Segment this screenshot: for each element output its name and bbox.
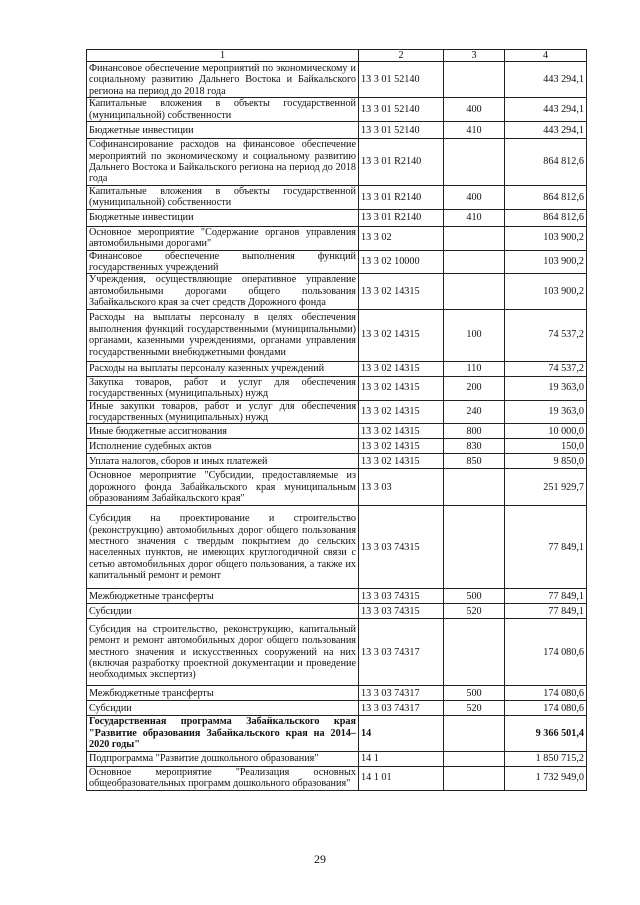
cell-amount: 103 900,2 <box>505 250 587 274</box>
cell-expense-type: 100 <box>444 309 505 361</box>
table-row <box>87 469 587 506</box>
column-number-4: 4 <box>505 50 587 62</box>
cell-name: Субсидии <box>87 701 359 716</box>
cell-amount: 10 000,0 <box>505 424 587 439</box>
cell-name: Уплата налогов, сборов и иных платежей <box>87 454 359 469</box>
table-row <box>87 309 587 361</box>
cell-expense-type <box>444 619 505 686</box>
cell-name: Финансовое обеспечение мероприятий по экономическому и социальному развитию Дальнего Востока и Байкальского региона на период до 2018 года <box>87 62 359 98</box>
cell-expense-type <box>444 250 505 274</box>
cell-name: Расходы на выплаты персоналу казенных учреждений <box>87 361 359 376</box>
cell-amount: 77 849,1 <box>505 506 587 589</box>
cell-expense-type <box>444 139 505 186</box>
cell-amount: 864 812,6 <box>505 185 587 209</box>
table-row <box>87 506 587 589</box>
cell-amount: 443 294,1 <box>505 98 587 122</box>
table-row <box>87 122 587 139</box>
cell-amount: 19 363,0 <box>505 400 587 424</box>
table-row <box>87 686 587 701</box>
cell-name: Субсидия на проектирование и строительство (реконструкцию) автомобильных дорог общего пользования местного значения с твердым покрытием до сельских населенных пунктов, не имеющих круглогодичной связи с сетью автомобильных дорог общего пользования, а также их капитальный ремонт и ремонт <box>87 506 359 589</box>
table-row <box>87 439 587 454</box>
cell-amount: 174 080,6 <box>505 701 587 716</box>
cell-name: Капитальные вложения в объекты государственной (муниципальной) собственности <box>87 98 359 122</box>
cell-expense-type: 830 <box>444 439 505 454</box>
cell-name: Межбюджетные трансферты <box>87 589 359 604</box>
table-row <box>87 361 587 376</box>
cell-amount: 864 812,6 <box>505 139 587 186</box>
table-row <box>87 716 587 751</box>
cell-target-article: 13 3 03 74317 <box>359 701 444 716</box>
cell-target-article: 13 3 03 74315 <box>359 604 444 619</box>
cell-expense-type: 410 <box>444 209 505 226</box>
cell-amount: 9 366 501,4 <box>505 716 587 751</box>
cell-target-article: 13 3 03 <box>359 469 444 506</box>
cell-target-article: 13 3 02 10000 <box>359 250 444 274</box>
table-row <box>87 751 587 766</box>
cell-target-article: 13 3 02 <box>359 226 444 250</box>
cell-name: Иные закупки товаров, работ и услуг для обеспечения государственных (муниципальных) нужд <box>87 400 359 424</box>
table-row <box>87 766 587 790</box>
cell-amount: 19 363,0 <box>505 376 587 400</box>
cell-name: Закупка товаров, работ и услуг для обеспечения государственных (муниципальных) нужд <box>87 376 359 400</box>
table-row <box>87 604 587 619</box>
cell-target-article: 13 3 03 74315 <box>359 506 444 589</box>
cell-expense-type: 850 <box>444 454 505 469</box>
table-row <box>87 226 587 250</box>
cell-name: Основное мероприятие "Содержание органов управления автомобильными дорогами" <box>87 226 359 250</box>
cell-target-article: 13 3 02 14315 <box>359 439 444 454</box>
cell-target-article: 14 <box>359 716 444 751</box>
cell-expense-type <box>444 274 505 309</box>
table-row <box>87 274 587 309</box>
table-row <box>87 589 587 604</box>
table-row <box>87 62 587 98</box>
table-row <box>87 454 587 469</box>
cell-expense-type: 200 <box>444 376 505 400</box>
budget-table-body <box>87 50 587 791</box>
cell-target-article: 13 3 02 14315 <box>359 376 444 400</box>
cell-target-article: 13 3 02 14315 <box>359 309 444 361</box>
cell-expense-type: 110 <box>444 361 505 376</box>
cell-target-article: 13 3 02 14315 <box>359 424 444 439</box>
cell-amount: 443 294,1 <box>505 62 587 98</box>
cell-amount: 251 929,7 <box>505 469 587 506</box>
cell-target-article: 14 1 01 <box>359 766 444 790</box>
cell-amount: 103 900,2 <box>505 274 587 309</box>
cell-amount: 1 850 715,2 <box>505 751 587 766</box>
cell-name: Основное мероприятие "Субсидии, предоставляемые из дорожного фонда Забайкальского края муниципальным образованиям Забайкальского края" <box>87 469 359 506</box>
cell-amount: 74 537,2 <box>505 309 587 361</box>
cell-name: Софинансирование расходов на финансовое обеспечение мероприятий по экономическому и социальному развитию Дальнего Востока и Байкальского региона на период до 2018 года <box>87 139 359 186</box>
cell-name: Расходы на выплаты персоналу в целях обеспечения выполнения функций государственными (муниципальными) органами, казенными учреждениями, органами управления государственными внебюджетными фондами <box>87 309 359 361</box>
table-row <box>87 250 587 274</box>
column-number-1: 1 <box>87 50 359 62</box>
cell-expense-type: 520 <box>444 701 505 716</box>
cell-amount: 74 537,2 <box>505 361 587 376</box>
cell-name: Бюджетные инвестиции <box>87 122 359 139</box>
cell-target-article: 13 3 03 74317 <box>359 686 444 701</box>
cell-expense-type: 500 <box>444 686 505 701</box>
cell-name: Капитальные вложения в объекты государственной (муниципальной) собственности <box>87 185 359 209</box>
table-row <box>87 185 587 209</box>
cell-expense-type <box>444 716 505 751</box>
cell-name: Подпрограмма "Развитие дошкольного образования" <box>87 751 359 766</box>
cell-target-article: 13 3 03 74315 <box>359 589 444 604</box>
table-row <box>87 701 587 716</box>
cell-amount: 77 849,1 <box>505 589 587 604</box>
cell-amount: 150,0 <box>505 439 587 454</box>
cell-name: Учреждения, осуществляющие оперативное управление автомобильными дорогами общего пользования Забайкальского края за счет средств Дорожного фонда <box>87 274 359 309</box>
cell-target-article: 13 3 02 14315 <box>359 361 444 376</box>
cell-expense-type: 520 <box>444 604 505 619</box>
table-row <box>87 376 587 400</box>
cell-amount: 9 850,0 <box>505 454 587 469</box>
cell-name: Основное мероприятие "Реализация основных общеобразовательных программ дошкольного образования" <box>87 766 359 790</box>
cell-target-article: 13 3 01 R2140 <box>359 185 444 209</box>
cell-name: Государственная программа Забайкальского края "Развитие образования Забайкальского края на 2014–2020 годы" <box>87 716 359 751</box>
cell-expense-type: 500 <box>444 589 505 604</box>
table-row <box>87 424 587 439</box>
cell-target-article: 13 3 03 74317 <box>359 619 444 686</box>
cell-expense-type: 400 <box>444 98 505 122</box>
cell-name: Субсидии <box>87 604 359 619</box>
cell-target-article: 13 3 01 52140 <box>359 122 444 139</box>
cell-amount: 864 812,6 <box>505 209 587 226</box>
cell-target-article: 13 3 01 R2140 <box>359 139 444 186</box>
table-row <box>87 400 587 424</box>
cell-expense-type <box>444 751 505 766</box>
table-row <box>87 619 587 686</box>
cell-amount: 103 900,2 <box>505 226 587 250</box>
cell-name: Субсидия на строительство, реконструкцию, капитальный ремонт и ремонт автомобильных дорог общего пользования местного значения и искусственных сооружений на них (включая разработку проектной документации и проведение необходимых экспертиз) <box>87 619 359 686</box>
cell-target-article: 13 3 02 14315 <box>359 400 444 424</box>
cell-target-article: 13 3 01 R2140 <box>359 209 444 226</box>
cell-expense-type <box>444 506 505 589</box>
cell-amount: 174 080,6 <box>505 686 587 701</box>
cell-name: Иные бюджетные ассигнования <box>87 424 359 439</box>
cell-target-article: 13 3 02 14315 <box>359 454 444 469</box>
cell-name: Бюджетные инвестиции <box>87 209 359 226</box>
cell-name: Межбюджетные трансферты <box>87 686 359 701</box>
cell-amount: 1 732 949,0 <box>505 766 587 790</box>
page-number: 29 <box>314 852 326 866</box>
cell-target-article: 13 3 01 52140 <box>359 98 444 122</box>
cell-target-article: 13 3 02 14315 <box>359 274 444 309</box>
table-row <box>87 209 587 226</box>
column-number-row <box>87 50 587 62</box>
column-number-3: 3 <box>444 50 505 62</box>
cell-amount: 443 294,1 <box>505 122 587 139</box>
budget-sheet <box>86 49 586 791</box>
table-row <box>87 98 587 122</box>
cell-expense-type: 240 <box>444 400 505 424</box>
cell-expense-type <box>444 62 505 98</box>
cell-expense-type <box>444 469 505 506</box>
cell-expense-type <box>444 766 505 790</box>
cell-amount: 174 080,6 <box>505 619 587 686</box>
cell-target-article: 14 1 <box>359 751 444 766</box>
cell-amount: 77 849,1 <box>505 604 587 619</box>
cell-expense-type <box>444 226 505 250</box>
cell-expense-type: 800 <box>444 424 505 439</box>
cell-name: Исполнение судебных актов <box>87 439 359 454</box>
cell-name: Финансовое обеспечение выполнения функций государственных учреждений <box>87 250 359 274</box>
table-row <box>87 139 587 186</box>
column-number-2: 2 <box>359 50 444 62</box>
cell-expense-type: 410 <box>444 122 505 139</box>
cell-expense-type: 400 <box>444 185 505 209</box>
budget-table <box>86 49 587 791</box>
cell-target-article: 13 3 01 52140 <box>359 62 444 98</box>
